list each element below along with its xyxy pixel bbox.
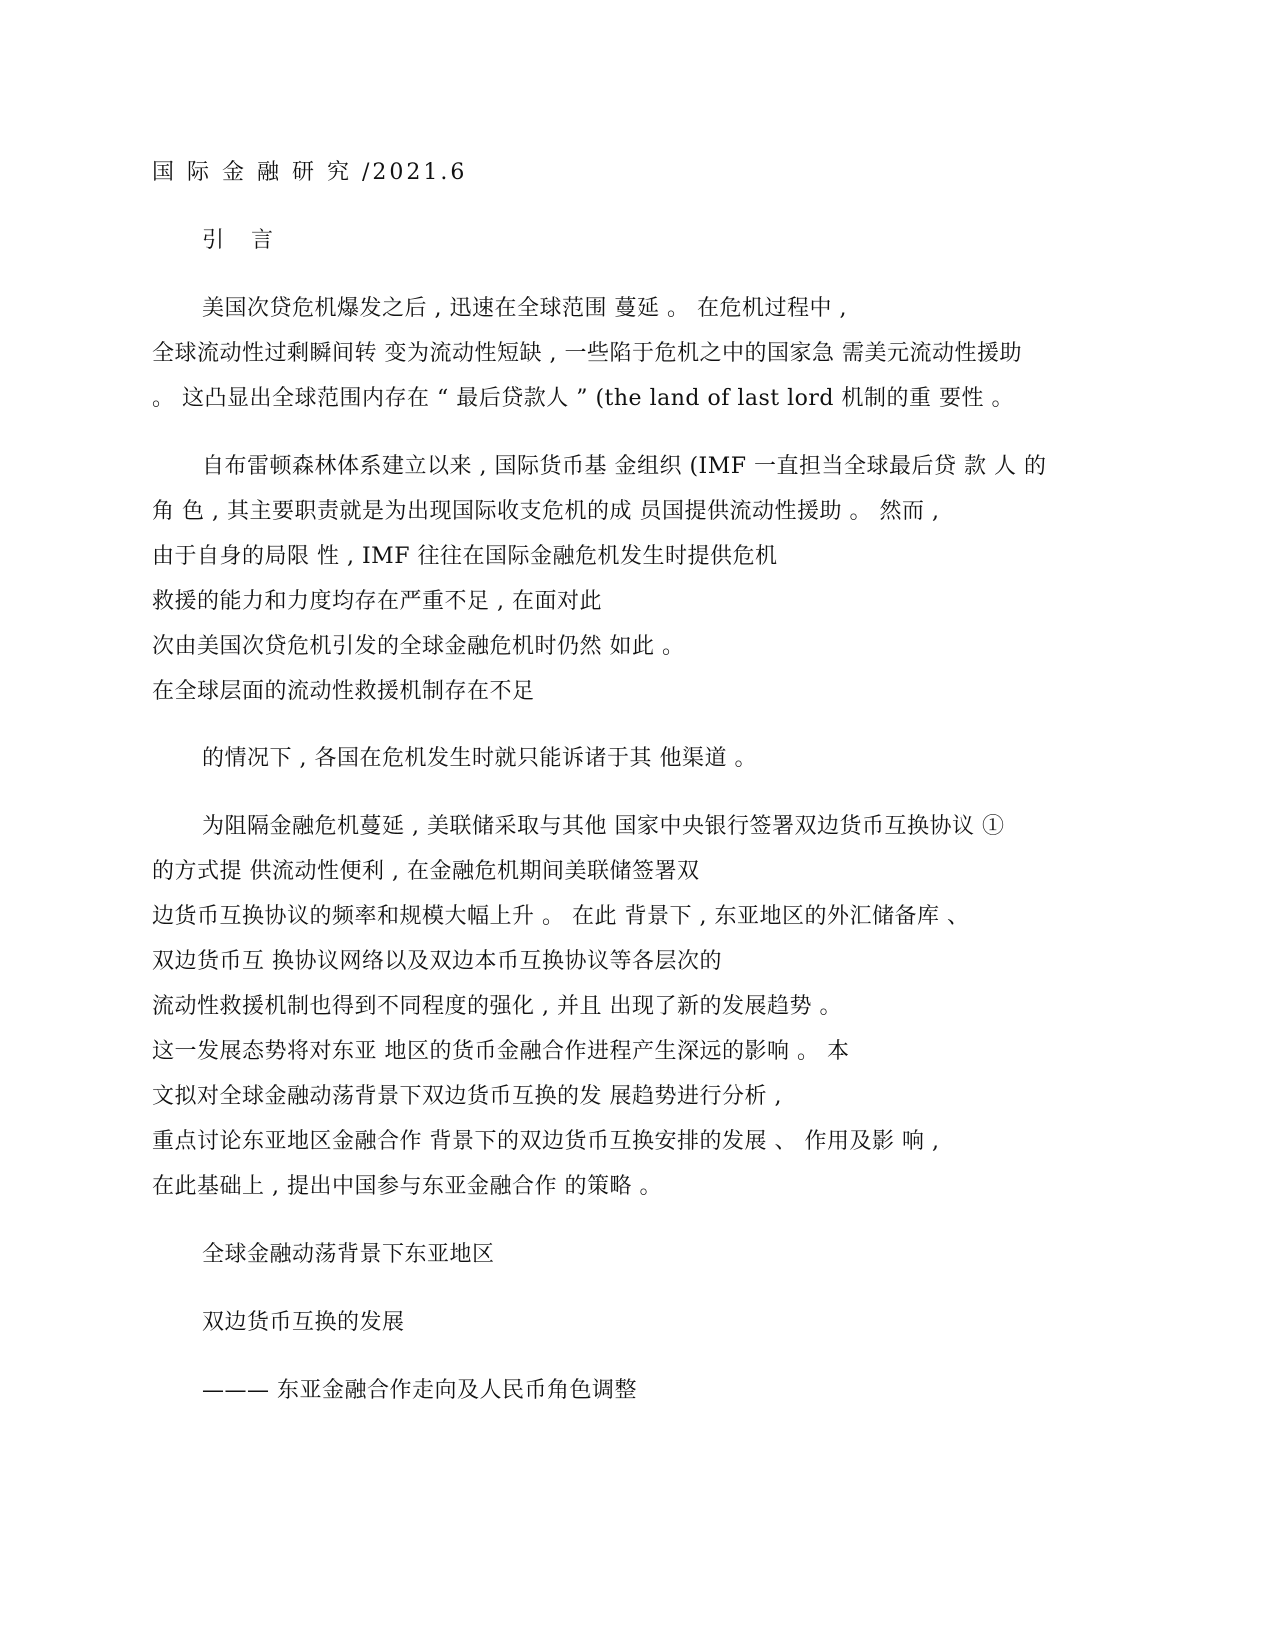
paragraph-4-line-6: 这一发展态势将对东亚 地区的货币金融合作进程产生深远的影响 。 本 xyxy=(152,1039,850,1064)
paragraph-2-line-4: 救援的能力和力度均存在严重不足 , 在面对此 xyxy=(152,589,602,614)
paragraph-4-line-9: 在此基础上 , 提出中国参与东亚金融合作 的策略 。 xyxy=(152,1174,662,1199)
paragraph-2-line-1: 自布雷顿森林体系建立以来 , 国际货币基 金组织 (IMF 一直担当全球最后贷 款 人 的 xyxy=(202,454,1047,479)
paragraph-2-line-5: 次由美国次贷危机引发的全球金融危机时仍然 如此 。 xyxy=(152,634,685,659)
section-heading-intro: 引 言 xyxy=(202,228,283,253)
paragraph-2-line-2: 角 色 , 其主要职责就是为出现国际收支危机的成 员国提供流动性援助 。 然而 , xyxy=(152,499,940,524)
paragraph-4-line-8: 重点讨论东亚地区金融合作 背景下的双边货币互换安排的发展 、 作用及影 响 , xyxy=(152,1129,940,1154)
paragraph-4-line-2: 的方式提 供流动性便利 , 在金融危机期间美联储签署双 xyxy=(152,859,700,884)
paragraph-1-line-3: 。 这凸显出全球范围内存在 “ 最后贷款人 ” (the land of last lord 机制的重 要性 。 xyxy=(152,386,1014,411)
paragraph-4-line-7: 文拟对全球金融动荡背景下双边货币互换的发 展趋势进行分析 , xyxy=(152,1084,782,1109)
paragraph-1-line-1: 美国次贷危机爆发之后 , 迅速在全球范围 蔓延 。 在危机过程中 , xyxy=(202,296,847,321)
article-title-line-1: 全球金融动荡背景下东亚地区 xyxy=(202,1242,495,1267)
journal-header: 国 际 金 融 研 究 /2021.6 xyxy=(152,160,468,185)
paragraph-2-line-6: 在全球层面的流动性救援机制存在不足 xyxy=(152,679,535,704)
paragraph-3-line-1: 的情况下 , 各国在危机发生时就只能诉诸于其 他渠道 。 xyxy=(202,746,757,771)
paragraph-2-line-3: 由于自身的局限 性 , IMF 往往在国际金融危机发生时提供危机 xyxy=(152,544,778,569)
article-title-line-2: 双边货币互换的发展 xyxy=(202,1310,405,1335)
paragraph-1-line-2: 全球流动性过剩瞬间转 变为流动性短缺 , 一些陷于危机之中的国家急 需美元流动性援助 xyxy=(152,341,1022,366)
paragraph-4-line-1: 为阻隔金融危机蔓延 , 美联储采取与其他 国家中央银行签署双边货币互换协议 ① xyxy=(202,814,1005,839)
article-subtitle: ——— 东亚金融合作走向及人民币角色调整 xyxy=(202,1378,637,1403)
paragraph-4-line-4: 双边货币互 换协议网络以及双边本币互换协议等各层次的 xyxy=(152,949,722,974)
paragraph-4-line-5: 流动性救援机制也得到不同程度的强化 , 并且 出现了新的发展趋势 。 xyxy=(152,994,842,1019)
paragraph-4-line-3: 边货币互换协议的频率和规模大幅上升 。 在此 背景下 , 东亚地区的外汇储备库 、 xyxy=(152,904,970,929)
